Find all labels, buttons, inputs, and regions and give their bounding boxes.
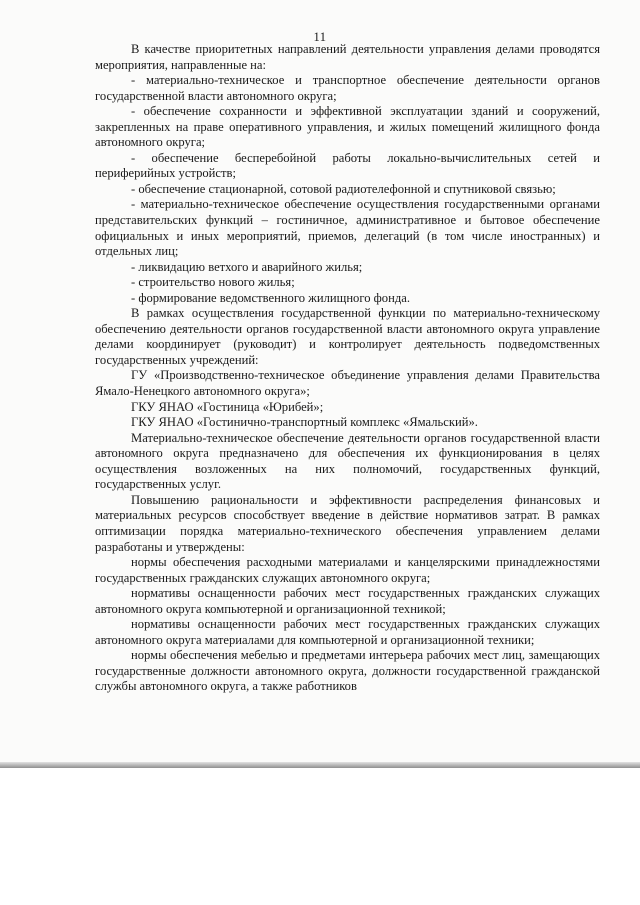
list-item: - ликвидацию ветхого и аварийного жилья; <box>131 259 363 274</box>
list-item: - формирование ведомственного жилищного фонда. <box>131 290 410 305</box>
norm-item: нормативы оснащенности рабочих мест государственных гражданских служащих автономного округа материалами для компьютерной и организационной техники; <box>95 617 600 647</box>
paragraph: Материально-техническое обеспечение деятельности органов государственной власти автономного округа предназначено для обеспечения их функционирования в целях осуществления возложенных на них полномочий, государственных функций, государственных услуг. <box>95 430 600 492</box>
list-item: - обеспечение стационарной, сотовой радиотелефонной и спутниковой связью; <box>131 181 556 196</box>
institution-item: ГУ «Производственно-техническое объединение управления делами Правительства Ямало-Ненецкого автономного округа»; <box>95 368 600 399</box>
list-item: - материально-техническое обеспечение осуществления государственными органами представительских функций – гостиничное, административное и бытовое обеспечение официальных и иных мероприятий, приемов, делегаций (в том числе иностранных) и отдельных лиц; <box>95 197 600 259</box>
blank-area <box>0 768 640 905</box>
intro-paragraph: В качестве приоритетных направлений деятельности управления делами проводятся мероприятия, направленные на: <box>95 42 600 72</box>
institution-item: ГКУ ЯНАО «Гостиница «Юрибей»; <box>131 399 324 414</box>
list-item: - обеспечение сохранности и эффективной эксплуатации зданий и сооружений, закрепленных на праве оперативного управления, и жилых помещений жилищного фонда автономного округа; <box>95 104 600 150</box>
page-number: 11 <box>313 30 327 44</box>
norm-item: нормы обеспечения расходными материалами и канцелярскими принадлежностями государственных гражданских служащих автономного округа; <box>95 555 600 585</box>
paragraph: В рамках осуществления государственной функции по материально-техническому обеспечению деятельности органов государственной власти автономного округа управление делами координирует (руководит) и контролирует деятельность подведомственных государственных учреждений: <box>95 306 600 367</box>
institution-item: ГКУ ЯНАО «Гостинично-транспортный комплекс «Ямальский». <box>131 415 478 430</box>
list-item: - строительство нового жилья; <box>131 275 295 290</box>
paragraph: Повышению рациональности и эффективности распределения финансовых и материальных ресурсов способствует введение в действие нормативов затрат. В рамках оптимизации порядка материально-технического обеспечения управлением делами разработаны и утверждены: <box>95 492 600 554</box>
list-item: - обеспечение бесперебойной работы локально-вычислительных сетей и периферийных устройств; <box>95 150 600 181</box>
norm-item: нормативы оснащенности рабочих мест государственных гражданских служащих автономного округа компьютерной и организационной техникой; <box>95 586 600 616</box>
body-text <box>95 42 600 695</box>
list-item: - материально-техническое и транспортное обеспечение деятельности органов государственной власти автономного округа; <box>95 73 600 103</box>
norm-item: нормы обеспечения мебелью и предметами интерьера рабочих мест лиц, замещающих государственные должности автономного округа, должности государственной гражданской службы автономного округа, а также работников <box>95 648 600 694</box>
